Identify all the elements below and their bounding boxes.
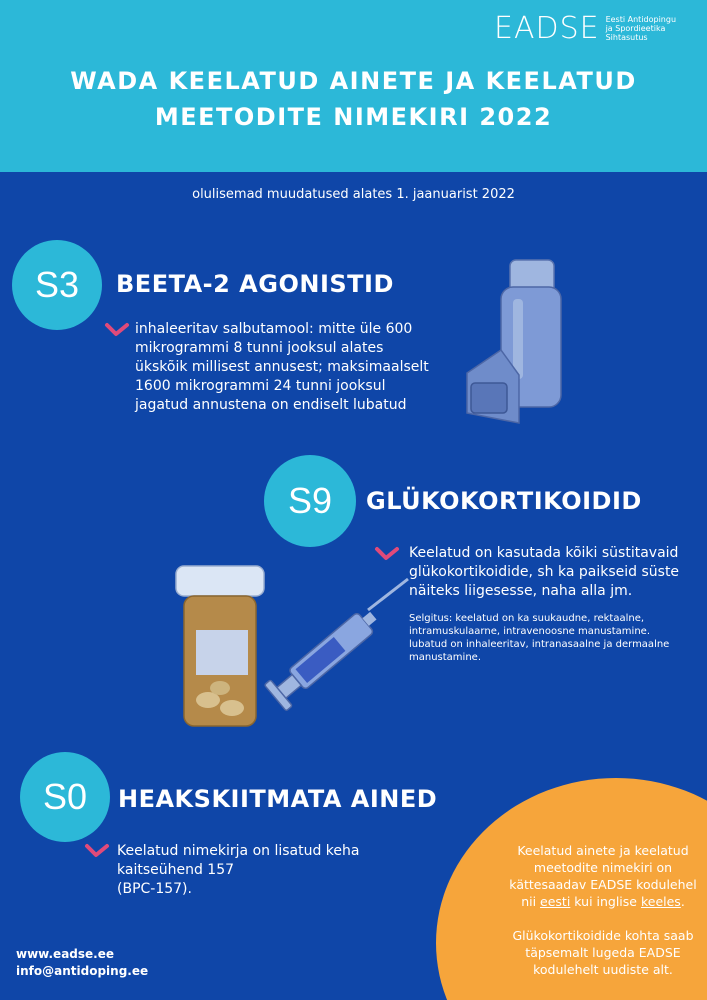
header-banner	[0, 0, 707, 172]
s9-note	[409, 612, 704, 664]
s0-description	[117, 842, 417, 899]
s0-heading: HEAKSKIITMATA AINED	[118, 785, 438, 813]
info-line: kättesaadav EADSE kodulehel	[509, 877, 697, 892]
spacer	[496, 910, 707, 927]
info-line: meetodite nimekiri on	[533, 860, 673, 875]
s3-heading: BEETA-2 AGONISTID	[116, 270, 394, 298]
checkmark-icon	[374, 546, 400, 562]
link-english[interactable]: keeles	[640, 894, 681, 909]
pill-bottle-icon	[170, 560, 270, 735]
info-line: täpsemalt lugeda EADSE	[525, 945, 681, 960]
s9-badge: S9	[264, 455, 356, 547]
page-title	[0, 63, 707, 135]
text-line: glükokortikoidide, sh ka paikseid süste	[409, 564, 680, 580]
text-line: inhaleeritav salbutamool: mitte üle 600	[135, 321, 413, 337]
info-line-links	[496, 893, 707, 910]
s9-description	[409, 544, 699, 601]
text-line: manustamine.	[409, 652, 481, 663]
info-line: kodulehelt uudiste alt.	[533, 962, 673, 977]
checkmark-icon	[84, 843, 110, 859]
info-fragment: kui inglise	[570, 894, 641, 909]
text-line: Keelatud on kasutada kõiki süstitavaid	[409, 545, 679, 561]
website-link[interactable]: www.eadse.ee	[16, 947, 114, 961]
logo-org-line: Sihtasutus	[605, 33, 648, 42]
title-line: MEETODITE NIMEKIRI 2022	[154, 103, 553, 131]
s3-description	[135, 320, 465, 415]
link-estonian[interactable]: eesti	[540, 894, 571, 909]
footer-contacts	[16, 946, 148, 980]
s0-badge: S0	[20, 752, 110, 842]
s3-badge: S3	[12, 240, 102, 330]
email-link[interactable]: info@antidoping.ee	[16, 964, 149, 978]
page-subtitle: olulisemad muudatused alates 1. jaanuarist 2022	[192, 187, 515, 202]
text-line: intramuskulaarne, intravenoosne manustamine.	[409, 626, 650, 637]
checkmark-icon	[104, 322, 130, 338]
info-line: Keelatud ainete ja keelatud	[517, 843, 689, 858]
text-line: Selgitus: keelatud on ka suukaudne, rektaalne,	[409, 613, 645, 624]
text-line: 1600 mikrogrammi 24 tunni jooksul	[135, 378, 386, 394]
logo-mark: EADSE	[494, 11, 600, 46]
text-line: mikrogrammi 8 tunni jooksul alates	[135, 340, 384, 356]
text-line: näiteks liigesesse, naha alla jm.	[409, 583, 633, 599]
inhaler-icon	[455, 255, 585, 430]
logo-org-name	[606, 15, 696, 42]
info-line: Glükokortikoidide kohta saab	[512, 928, 694, 943]
eadse-logo	[494, 11, 696, 46]
text-line: jagatud annustena on endiselt lubatud	[135, 397, 407, 413]
text-line: lubatud on inhaleeritav, intranasaalne ja dermaalne	[409, 639, 670, 650]
syringe-icon	[258, 575, 418, 715]
title-line: WADA KEELATUD AINETE JA KEELATUD	[70, 67, 637, 95]
info-fragment: .	[680, 894, 685, 909]
text-line: ükskõik millisest annusest; maksimaalselt	[135, 359, 429, 375]
info-text	[496, 842, 707, 978]
info-fragment: nii	[521, 894, 541, 909]
text-line: Keelatud nimekirja on lisatud keha	[117, 843, 360, 859]
s9-heading: GLÜKOKORTIKOIDID	[366, 487, 642, 515]
text-line: (BPC-157).	[117, 881, 192, 897]
logo-org-line: Eesti Antidopingu	[605, 15, 677, 24]
text-line: kaitseühend 157	[117, 862, 235, 878]
logo-org-line: ja Spordieetika	[605, 24, 666, 33]
